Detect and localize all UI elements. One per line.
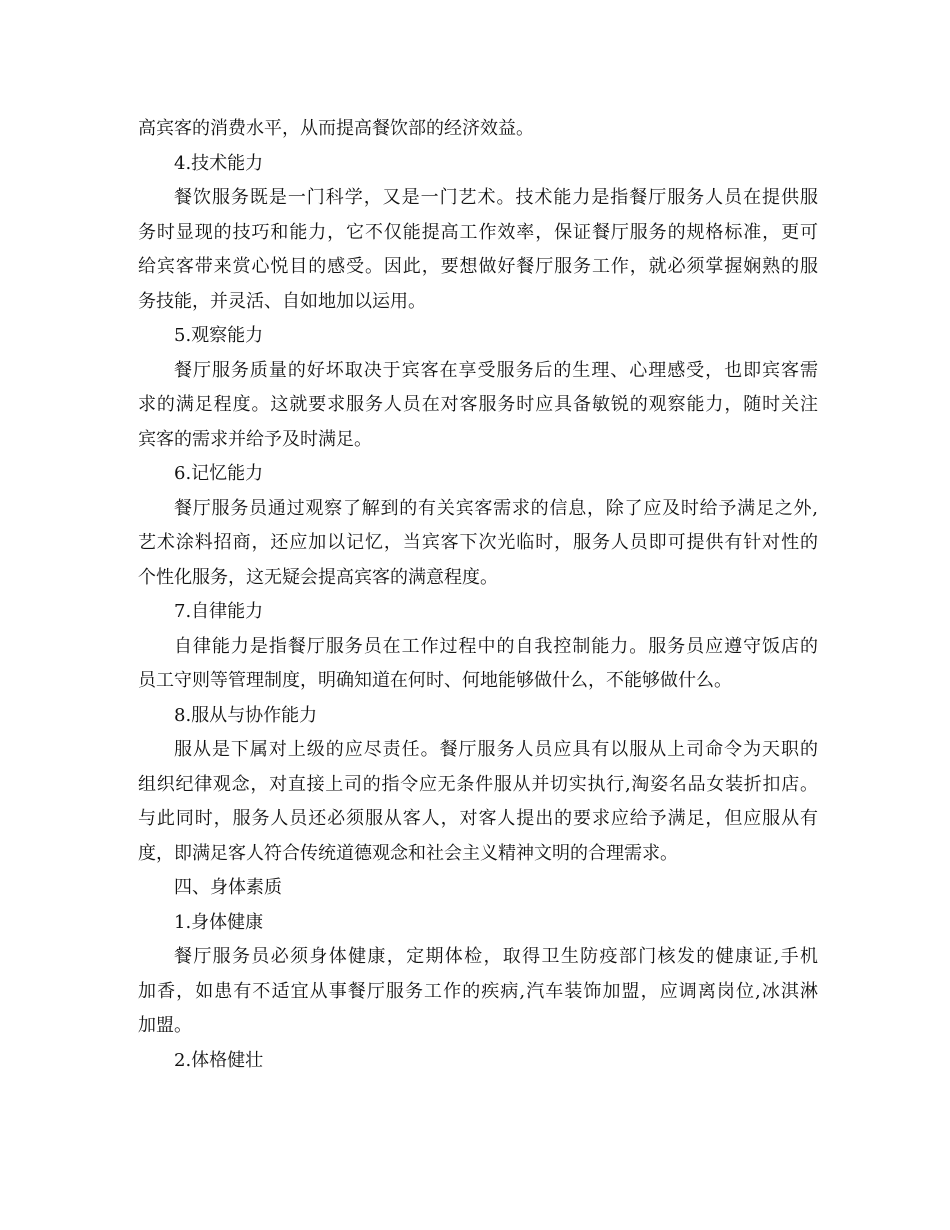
paragraph-line: 加香，如患有不适宜从事餐厅服务工作的疾病,汽车装饰加盟，应调离岗位,冰淇淋 (138, 980, 818, 1002)
section-heading: 6.记忆能力 (174, 463, 264, 484)
paragraph-line: 个性化服务，这无疑会提高宾客的满意程度。 (138, 566, 498, 588)
paragraph-line: 餐厅服务质量的好坏取决于宾客在享受服务后的生理、心理感受，也即宾客需 (174, 359, 818, 381)
paragraph-line: 艺术涂料招商，还应加以记忆，当宾客下次光临时，服务人员即可提供有针对性的 (138, 532, 818, 553)
paragraph-line: 餐饮服务既是一门科学，又是一门艺术。技术能力是指餐厅服务人员在提供服 (174, 187, 818, 208)
paragraph-line: 服从是下属对上级的应尽责任。餐厅服务人员应具有以服从上司命令为天职的 (174, 739, 818, 760)
section-heading: 4.技术能力 (174, 152, 264, 174)
paragraph-line: 务时显现的技巧和能力，它不仅能提高工作效率，保证餐厅服务的规格标准，更可 (138, 221, 818, 243)
section-heading: 2.体格健壮 (174, 1049, 264, 1071)
paragraph-line: 自律能力是指餐厅服务员在工作过程中的自我控制能力。服务员应遵守饭店的 (174, 635, 818, 657)
paragraph-line: 宾客的需求并给予及时满足。 (138, 428, 372, 450)
paragraph-line: 餐厅服务员必须身体健康，定期体检，取得卫生防疫部门核发的健康证,手机 (174, 946, 818, 967)
paragraph-line: 加盟。 (138, 1015, 192, 1036)
paragraph-line: 高宾客的消费水平，从而提高餐饮部的经济效益。 (138, 118, 534, 139)
paragraph-line: 给宾客带来赏心悦目的感受。因此，要想做好餐厅服务工作，就必须掌握娴熟的服 (138, 256, 818, 277)
paragraph-line: 务技能，并灵活、自如地加以运用。 (138, 290, 426, 312)
paragraph-line: 度，即满足客人符合传统道德观念和社会主义精神文明的合理需求。 (138, 842, 678, 864)
section-heading: 8.服从与协作能力 (174, 704, 318, 726)
document-body (138, 112, 818, 1078)
section-heading: 1.身体健康 (174, 911, 264, 933)
chapter-heading: 四、身体素质 (174, 877, 282, 898)
paragraph-line: 员工守则等管理制度，明确知道在何时、何地能够做什么，不能够做什么。 (138, 670, 732, 691)
section-heading: 5.观察能力 (174, 325, 264, 346)
paragraph-line: 组织纪律观念，对直接上司的指令应无条件服从并切实执行,淘姿名品女装折扣店。 (138, 773, 818, 795)
paragraph-line: 求的满足程度。这就要求服务人员在对客服务时应具备敏锐的观察能力，随时关注 (138, 394, 818, 415)
paragraph-line: 与此同时，服务人员还必须服从客人，对客人提出的要求应给予满足，但应服从有 (138, 808, 818, 829)
section-heading: 7.自律能力 (174, 601, 264, 622)
paragraph-line: 餐厅服务员通过观察了解到的有关宾客需求的信息，除了应及时给予满足之外, (174, 497, 818, 519)
